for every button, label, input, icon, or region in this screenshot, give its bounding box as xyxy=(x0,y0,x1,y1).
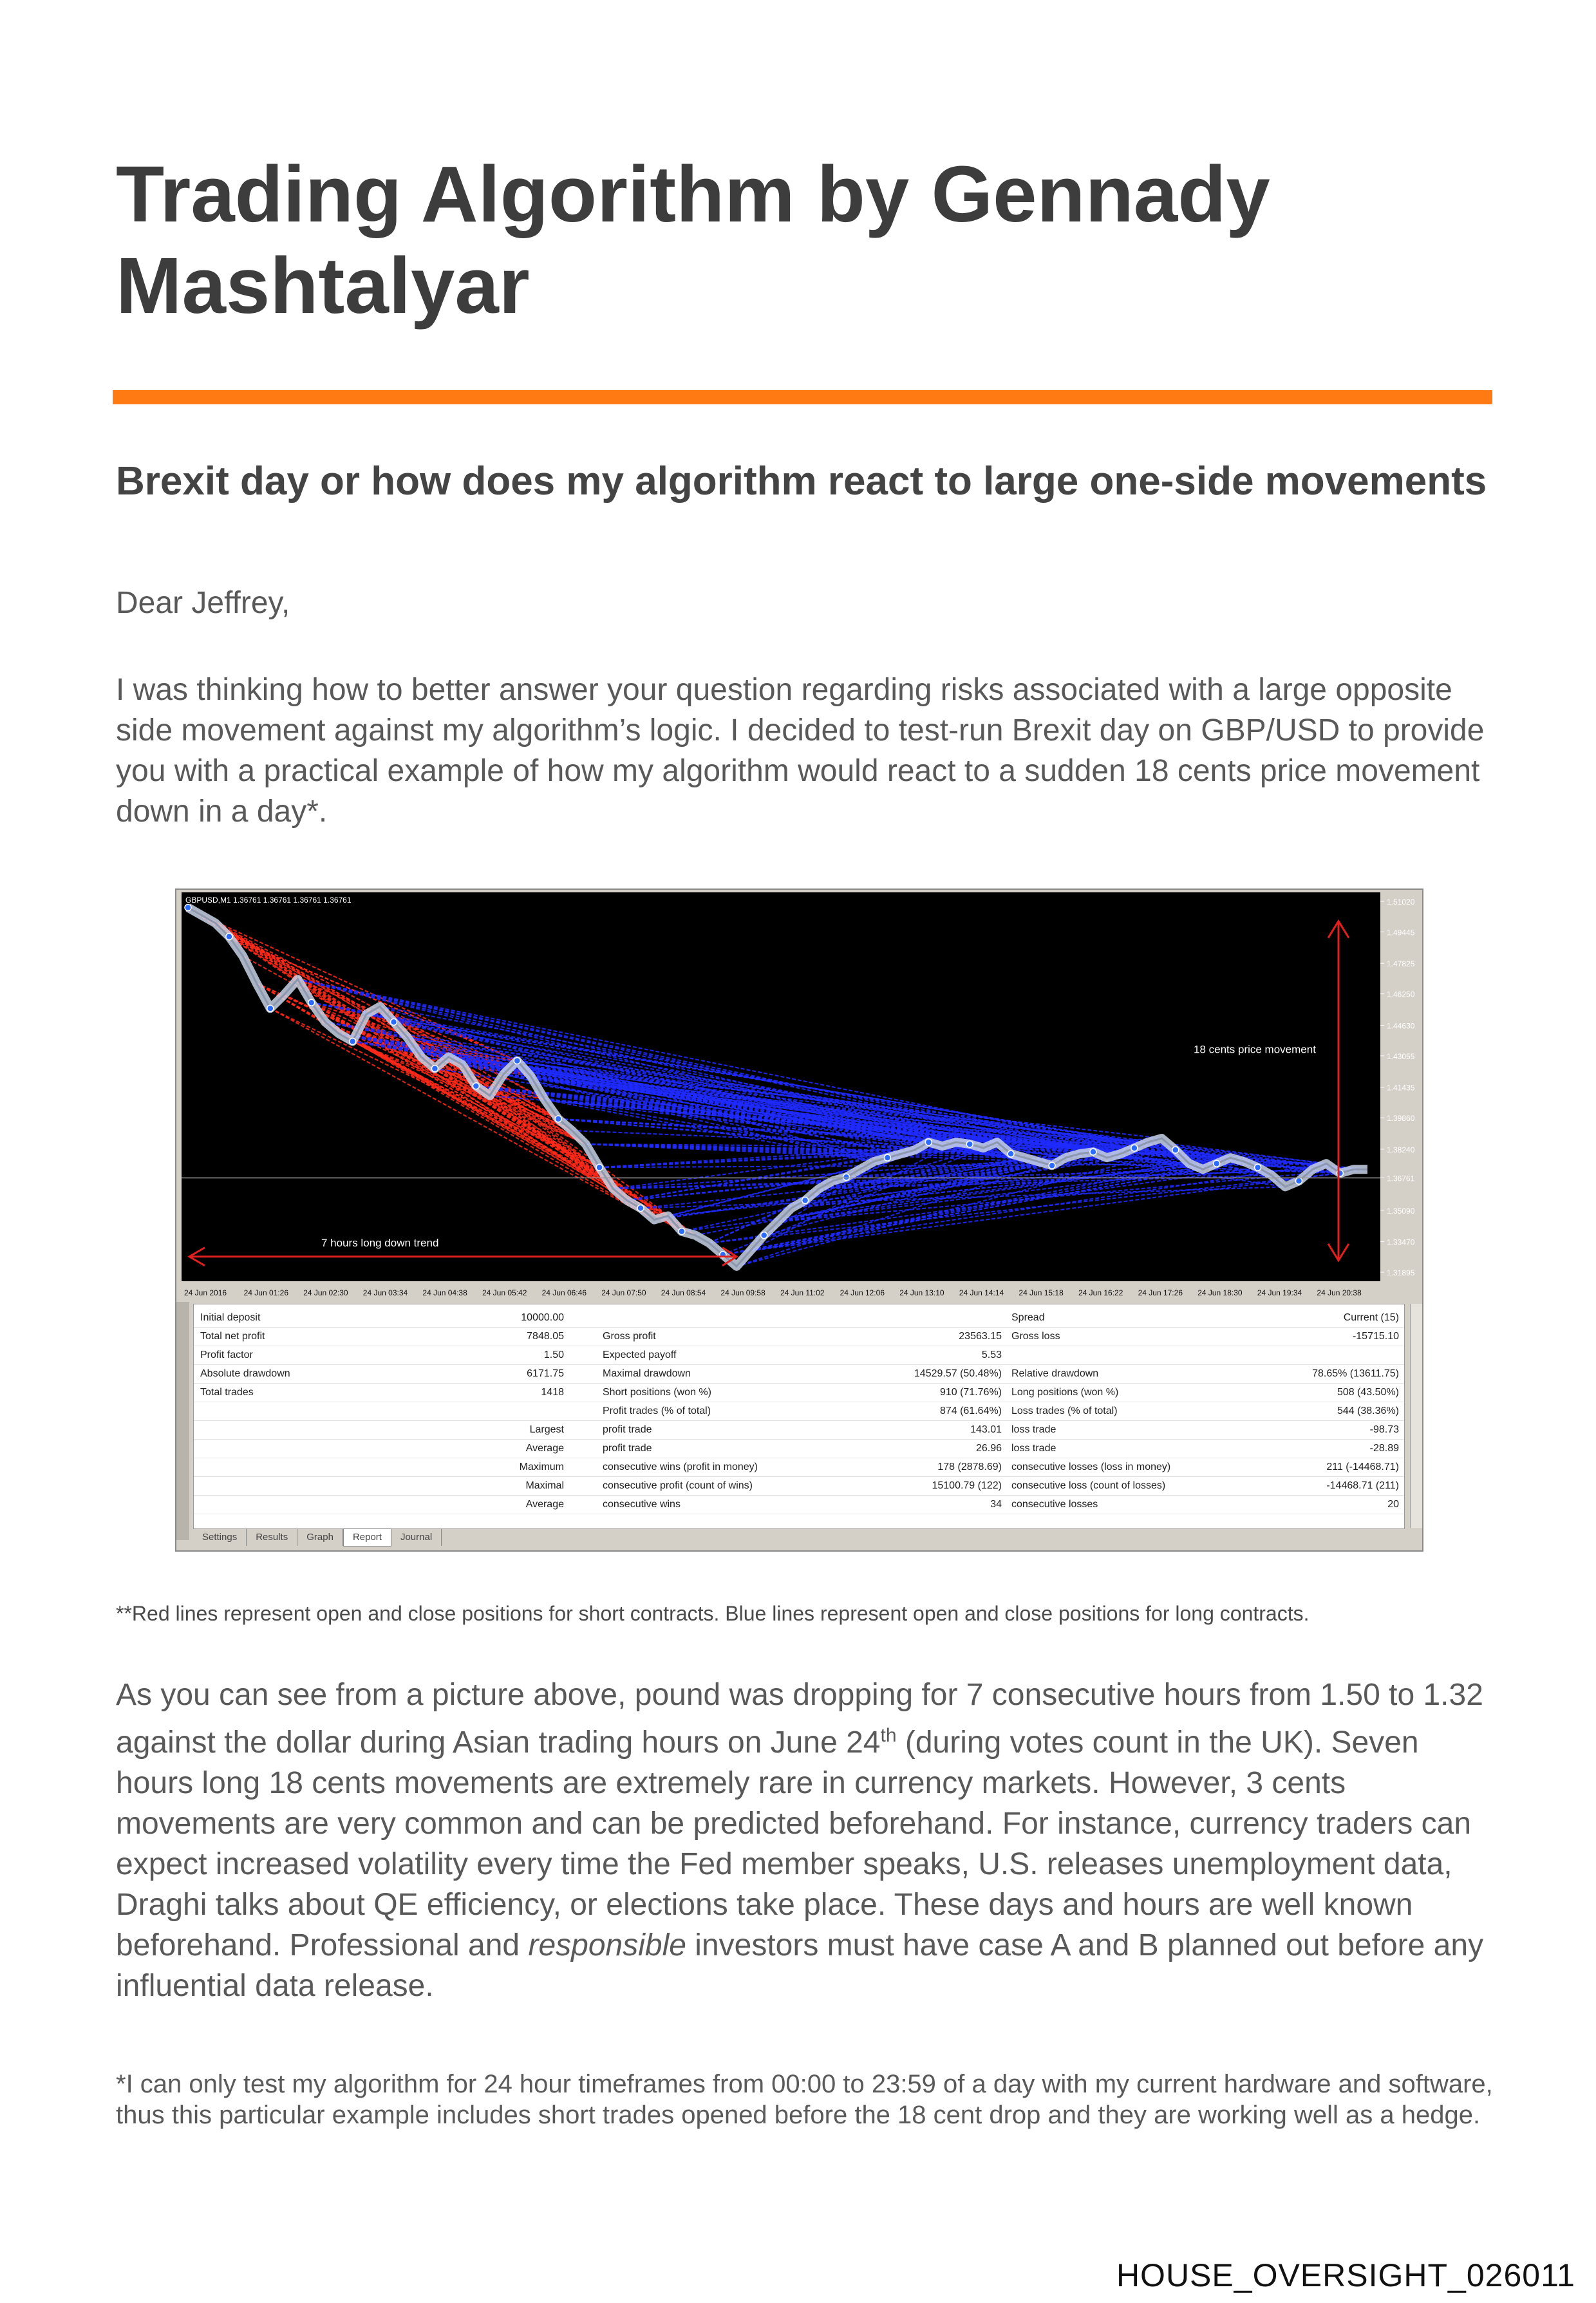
trade-marker xyxy=(1131,1145,1138,1151)
trade-marker xyxy=(596,1164,603,1170)
report-cell-c4: 910 (71.76%) xyxy=(939,1387,1002,1398)
terminal-sidebar xyxy=(176,1302,189,1540)
price-chart xyxy=(176,890,1422,1302)
trade-marker xyxy=(966,1141,973,1147)
time-label: 24 Jun 09:58 xyxy=(720,1288,765,1297)
price-level-label: 1.49445 xyxy=(1387,928,1415,937)
report-cell-c5: Gross loss xyxy=(1011,1331,1060,1342)
time-label: 24 Jun 17:26 xyxy=(1138,1288,1183,1297)
report-cell-c3: Expected payoff xyxy=(603,1349,677,1360)
annotation-7-hours: 7 hours long down trend xyxy=(321,1236,439,1249)
report-row xyxy=(194,1364,1404,1384)
tab-settings[interactable]: Settings xyxy=(193,1529,247,1546)
report-cell-c1: Profit factor xyxy=(200,1349,253,1360)
chart-legend-note: **Red lines represent open and close positions for short contracts. Blue lines represent open and close positions for long contracts. xyxy=(116,1602,1310,1625)
report-row xyxy=(194,1420,1404,1440)
price-level-label: 1.33470 xyxy=(1387,1237,1415,1247)
body-emphasis: responsible xyxy=(528,1928,686,1962)
time-label: 24 Jun 06:46 xyxy=(541,1288,587,1297)
trade-marker xyxy=(802,1197,809,1203)
time-label: 24 Jun 14:14 xyxy=(959,1288,1004,1297)
strategy-report-table xyxy=(193,1304,1405,1529)
report-scrollbar[interactable] xyxy=(1410,1304,1422,1528)
report-cell-c3: profit trade xyxy=(603,1424,652,1435)
report-row xyxy=(194,1458,1404,1477)
report-cell-c2: Maximum xyxy=(519,1462,564,1472)
report-cell-c6: 508 (43.50%) xyxy=(1337,1387,1399,1398)
trade-marker xyxy=(267,1005,274,1011)
report-cell-c1: Absolute drawdown xyxy=(200,1368,290,1379)
time-label: 24 Jun 15:18 xyxy=(1019,1288,1064,1297)
page-title: Trading Algorithm by Gennady Mashtalyar xyxy=(116,151,1270,330)
annotation-18-cents: 18 cents price movement xyxy=(1194,1043,1316,1056)
trade-marker xyxy=(185,905,191,911)
report-cell-c2: 6171.75 xyxy=(527,1368,564,1379)
report-cell-c3: profit trade xyxy=(603,1443,652,1454)
price-level-label: 1.31895 xyxy=(1387,1268,1415,1277)
report-cell-c1: Total net profit xyxy=(200,1331,265,1342)
trade-marker xyxy=(391,1019,397,1025)
price-level-label: 1.36761 xyxy=(1387,1174,1415,1183)
trade-marker xyxy=(1008,1151,1014,1157)
price-level-label: 1.43055 xyxy=(1387,1051,1415,1061)
report-cell-c3: Profit trades (% of total) xyxy=(603,1405,711,1416)
title-divider xyxy=(113,390,1492,404)
report-cell-c4: 5.53 xyxy=(981,1349,1002,1360)
price-level-label: 1.46250 xyxy=(1387,990,1415,999)
time-label: 24 Jun 13:10 xyxy=(899,1288,944,1297)
report-cell-c6: 20 xyxy=(1387,1499,1399,1510)
trade-marker xyxy=(637,1205,644,1211)
time-label: 24 Jun 07:50 xyxy=(601,1288,646,1297)
price-level-label: 1.35090 xyxy=(1387,1206,1415,1216)
trade-marker xyxy=(679,1228,685,1235)
trade-marker xyxy=(1295,1178,1302,1184)
report-cell-c5: consecutive losses (loss in money) xyxy=(1011,1462,1171,1472)
time-label: 24 Jun 19:34 xyxy=(1257,1288,1302,1297)
body-text-1: As you can see from a picture above, pound was dropping for 7 consecutive hours from 1.50 to 1.32 against the dollar during Asian trading hours on June 24 xyxy=(116,1678,1483,1760)
trade-marker xyxy=(431,1066,438,1072)
report-row xyxy=(194,1495,1404,1514)
report-cell-c6: 211 (-14468.71) xyxy=(1326,1462,1399,1472)
chart-header: GBPUSD,M1 1.36761 1.36761 1.36761 1.36761 xyxy=(185,896,352,905)
trade-marker xyxy=(226,934,232,940)
trade-marker xyxy=(1049,1162,1055,1169)
report-cell-c6: 78.65% (13611.75) xyxy=(1312,1368,1399,1379)
report-cell-c3: consecutive wins (profit in money) xyxy=(603,1462,758,1472)
report-cell-c3: consecutive profit (count of wins) xyxy=(603,1480,753,1491)
report-cell-c6: -14468.71 (211) xyxy=(1326,1480,1399,1491)
report-cell-c4: 874 (61.64%) xyxy=(939,1405,1002,1416)
time-label: 24 Jun 12:06 xyxy=(840,1288,885,1297)
price-level-label: 1.44630 xyxy=(1387,1021,1415,1031)
time-label: 24 Jun 05:42 xyxy=(482,1288,527,1297)
report-cell-c5: Spread xyxy=(1011,1312,1045,1323)
trade-marker xyxy=(843,1174,850,1180)
time-label: 24 Jun 2016 xyxy=(184,1288,227,1297)
report-cell-c6: -15715.10 xyxy=(1352,1331,1399,1342)
report-cell-c6: -98.73 xyxy=(1369,1424,1399,1435)
report-cell-c3: Gross profit xyxy=(603,1331,656,1342)
report-row xyxy=(194,1346,1404,1365)
time-label: 24 Jun 01:26 xyxy=(243,1288,289,1297)
trade-marker xyxy=(884,1154,890,1161)
intro-paragraph: I was thinking how to better answer your question regarding risks associated with a large opposite side movement against my algorithm’s logic. I decided to test-run Brexit day on GBP/USD to provide you with a practical example of how my algorithm would react to a sudden 18 cents price movement down in a day*. xyxy=(116,673,1485,829)
time-label: 24 Jun 20:38 xyxy=(1317,1288,1362,1297)
report-cell-c5: consecutive losses xyxy=(1011,1499,1098,1510)
report-cell-c4: 34 xyxy=(990,1499,1002,1510)
trade-marker xyxy=(1090,1149,1096,1155)
report-cell-c2: Largest xyxy=(529,1424,564,1435)
trade-marker xyxy=(1172,1147,1179,1153)
report-row xyxy=(194,1439,1404,1458)
report-cell-c3: Maximal drawdown xyxy=(603,1368,691,1379)
report-cell-c1: Total trades xyxy=(200,1387,254,1398)
price-level-label: 1.51020 xyxy=(1387,898,1415,907)
time-label: 24 Jun 02:30 xyxy=(303,1288,348,1297)
price-level-label: 1.47825 xyxy=(1387,959,1415,969)
report-cell-c5: loss trade xyxy=(1011,1443,1056,1454)
price-level-label: 1.38240 xyxy=(1387,1145,1415,1154)
report-cell-c2: Average xyxy=(525,1443,564,1454)
report-cell-c6: -28.89 xyxy=(1369,1443,1399,1454)
tab-graph[interactable]: Graph xyxy=(297,1529,343,1546)
report-cell-c2: 1.50 xyxy=(543,1349,564,1360)
time-label: 24 Jun 03:34 xyxy=(362,1288,408,1297)
time-label: 24 Jun 18:30 xyxy=(1197,1288,1243,1297)
trade-marker xyxy=(761,1232,767,1239)
time-label: 24 Jun 08:54 xyxy=(661,1288,706,1297)
tab-results[interactable]: Results xyxy=(247,1529,297,1546)
report-cell-c5: Loss trades (% of total) xyxy=(1011,1405,1118,1416)
report-cell-c2: 1418 xyxy=(541,1387,564,1398)
time-label: 24 Jun 11:02 xyxy=(780,1288,825,1297)
body-text-3: investors must have case A and B planned out before any influential data release. xyxy=(116,1928,1484,2003)
report-cell-c2: Average xyxy=(525,1499,564,1510)
time-label: 24 Jun 16:22 xyxy=(1078,1288,1123,1297)
body-paragraph xyxy=(116,1675,1494,2006)
report-cell-c3: consecutive wins xyxy=(603,1499,681,1510)
report-cell-c5: Long positions (won %) xyxy=(1011,1387,1119,1398)
report-row xyxy=(194,1308,1404,1328)
trade-marker xyxy=(1255,1164,1261,1170)
price-level-label: 1.39860 xyxy=(1387,1114,1415,1123)
trade-marker xyxy=(514,1058,520,1064)
report-cell-c5: loss trade xyxy=(1011,1424,1056,1435)
report-row xyxy=(194,1402,1404,1421)
report-cell-c1: Initial deposit xyxy=(200,1312,261,1323)
report-cell-c2: 10000.00 xyxy=(521,1312,564,1323)
report-cell-c2: Maximal xyxy=(525,1480,564,1491)
body-text-2: (during votes count in the UK). Seven hours long 18 cents movements are extremely rare in currency markets. However, 3 cents movements are very common and can be predicted beforehand. For instance, currency traders can expect increased volatility every time the Fed member speaks, U.S. releases unemployment data, Draghi talks about QE efficiency, or elections take place. These days and hours are well known beforehand. Professional and xyxy=(116,1725,1472,1962)
report-cell-c6: 544 (38.36%) xyxy=(1337,1405,1399,1416)
section-heading: Brexit day or how does my algorithm react to large one-side movements xyxy=(116,459,1487,503)
report-cell-c4: 143.01 xyxy=(970,1424,1002,1435)
report-row xyxy=(194,1383,1404,1402)
report-cell-c2: 7848.05 xyxy=(527,1331,564,1342)
greeting: Dear Jeffrey, xyxy=(116,586,290,620)
report-cell-c4: 23563.15 xyxy=(959,1331,1002,1342)
trade-marker xyxy=(473,1083,479,1089)
terminal-tabs xyxy=(193,1528,442,1545)
trade-marker xyxy=(925,1139,932,1145)
price-level-label: 1.41435 xyxy=(1387,1083,1415,1093)
report-cell-c5: Relative drawdown xyxy=(1011,1368,1099,1379)
report-cell-c6: Current (15) xyxy=(1343,1312,1399,1323)
hardware-footnote: *I can only test my algorithm for 24 hour timeframes from 00:00 to 23:59 of a day with my current hardware and software, thus this particular example includes short trades opened before the 18 cent drop and they are working well as a hedge. xyxy=(116,2070,1493,2129)
trade-marker xyxy=(1214,1160,1220,1167)
report-row xyxy=(194,1476,1404,1496)
trade-marker xyxy=(555,1116,561,1122)
report-row xyxy=(194,1327,1404,1346)
report-cell-c4: 26.96 xyxy=(975,1443,1002,1454)
report-cell-c4: 15100.79 (122) xyxy=(932,1480,1002,1491)
trade-marker xyxy=(350,1038,356,1044)
body-superscript: th xyxy=(880,1725,897,1746)
report-cell-c4: 178 (2878.69) xyxy=(937,1462,1002,1472)
document-id: HOUSE_OVERSIGHT_026011 xyxy=(1116,2257,1575,2293)
report-cell-c4: 14529.57 (50.48%) xyxy=(914,1368,1002,1379)
tab-journal[interactable]: Journal xyxy=(391,1529,442,1546)
trading-chart-screenshot xyxy=(175,888,1423,1552)
tab-report[interactable]: Report xyxy=(343,1528,391,1546)
report-cell-c5: consecutive loss (count of losses) xyxy=(1011,1480,1166,1491)
report-cell-c3: Short positions (won %) xyxy=(603,1387,711,1398)
trade-marker xyxy=(308,999,315,1006)
time-label: 24 Jun 04:38 xyxy=(422,1288,467,1297)
